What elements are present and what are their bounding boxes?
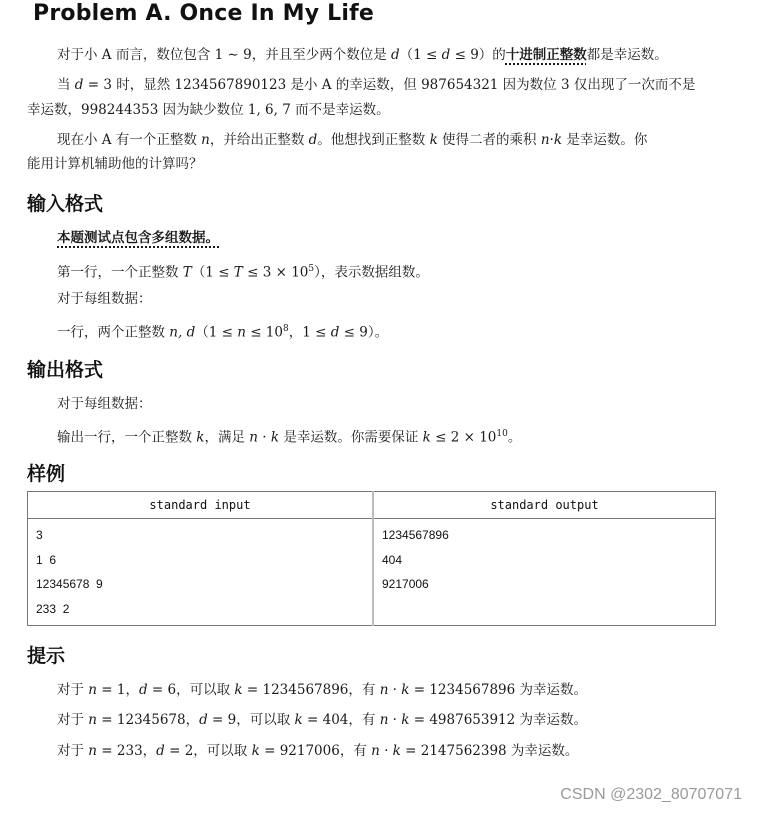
- hint-line-2: 对于 n = 12345678，d = 9，可以取 k = 404，有 n · k = 4987653912 为幸运数。: [57, 712, 588, 728]
- output-line-1: 对于每组数据：: [57, 396, 152, 412]
- hint-line-3: 对于 n = 233，d = 2，可以取 k = 9217006，有 n · k = 2147562398 为幸运数。: [57, 743, 579, 759]
- output-line-2: 输出一行，一个正整数 k，满足 n · k 是幸运数。你需要保证 $k \le 2 \times 10^{10}$。: [57, 429, 522, 446]
- hints-heading: 提示: [27, 645, 66, 667]
- sample-output-header: standard output: [373, 492, 716, 519]
- samples-heading: 样例: [27, 463, 66, 485]
- samples-table: [27, 491, 716, 626]
- statement-paragraph-2-line-2: 幸运数，998244353 因为缺少数位 1, 6, 7 而不是幸运数。: [27, 102, 390, 118]
- emphasis-decimal-integer: 十进制正整数: [505, 47, 587, 63]
- statement-paragraph-1: 对于小 A 而言，数位包含 1 ∼ 9，并且至少两个数位是 d（1 ≤ d ≤ 9）的十进制正整数都是幸运数。: [57, 47, 668, 63]
- sample-output-line: 1234567896: [382, 528, 449, 542]
- sample-input-line: 233 2: [36, 601, 70, 616]
- sample-input-line: 12345678 9: [36, 577, 103, 591]
- sample-input-header: standard input: [28, 492, 374, 519]
- input-format-heading: 输入格式: [27, 193, 104, 215]
- statement-paragraph-3-line-1: 现在小 A 有一个正整数 n，并给出正整数 d。他想找到正整数 k 使得二者的乘积 n·k 是幸运数。你: [57, 132, 648, 148]
- input-line-3: 一行，两个正整数 n, $d(1 \le n \le 10^8$，1 ≤ d ≤ 9）。: [57, 324, 389, 341]
- sample-output-line: 404: [382, 552, 403, 567]
- sample-output-line: 9217006: [382, 577, 429, 591]
- hint-line-1: 对于 n = 1，d = 6，可以取 k = 1234567896，有 n · k = 1234567896 为幸运数。: [57, 682, 588, 698]
- output-format-heading: 输出格式: [27, 359, 104, 381]
- csdn-watermark: CSDN @2302_80707071: [560, 786, 742, 803]
- multi-test-note: 本题测试点包含多组数据。: [57, 230, 219, 246]
- statement-paragraph-2-line-1: 当 d = 3 时，显然 1234567890123 是小 A 的幸运数，但 987654321 因为数位 3 仅出现了一次而不是: [57, 77, 696, 93]
- sample-output-cell[interactable]: [373, 519, 716, 626]
- input-line-1: 第一行，一个正整数 $T(1 \le T \le 3 \times 10^5)$，表示数据组数。: [57, 264, 429, 281]
- problem-title: Problem A. Once In My Life: [33, 1, 374, 26]
- sample-input-line: 1 6: [36, 552, 57, 567]
- statement-paragraph-3-line-2: 能用计算机辅助他的计算吗？: [27, 156, 203, 172]
- input-line-2: 对于每组数据：: [57, 291, 152, 307]
- sample-input-cell[interactable]: [28, 519, 374, 626]
- sample-input-line: 3: [36, 528, 43, 542]
